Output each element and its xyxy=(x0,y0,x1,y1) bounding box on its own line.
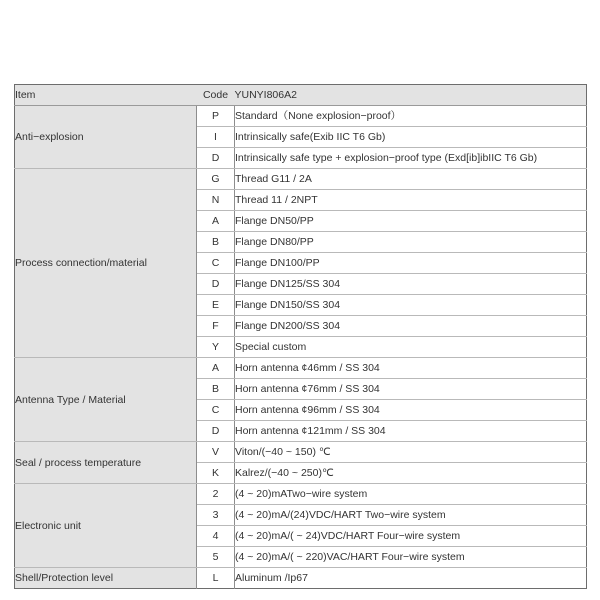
table-row xyxy=(15,568,587,589)
code-value: E xyxy=(197,295,235,316)
description-value: Horn antenna ¢76mm / SS 304 xyxy=(235,379,587,400)
table-header-row xyxy=(15,85,587,106)
description-value: Flange DN50/PP xyxy=(235,211,587,232)
code-value: V xyxy=(197,442,235,463)
product-code-table xyxy=(14,84,587,589)
group-label-anti-explosion: Anti−explosion xyxy=(15,106,197,169)
group-label-antenna-type-material: Antenna Type / Material xyxy=(15,358,197,442)
description-value: Flange DN150/SS 304 xyxy=(235,295,587,316)
group-label-seal-process-temperature: Seal / process temperature xyxy=(15,442,197,484)
code-value: P xyxy=(197,106,235,127)
table-row xyxy=(15,358,587,379)
code-value: C xyxy=(197,253,235,274)
code-value: K xyxy=(197,463,235,484)
code-value: Y xyxy=(197,337,235,358)
description-value: (4 ~ 20)mA/(24)VDC/HART Two−wire system xyxy=(235,505,587,526)
code-value: B xyxy=(197,232,235,253)
column-header-item: Item xyxy=(15,85,197,106)
description-value: Standard（None explosion−proof） xyxy=(235,106,587,127)
code-value: D xyxy=(197,274,235,295)
description-value: Thread G11 / 2A xyxy=(235,169,587,190)
code-value: B xyxy=(197,379,235,400)
code-value: 5 xyxy=(197,547,235,568)
description-value: Intrinsically safe(Exib IIC T6 Gb) xyxy=(235,127,587,148)
group-label-process-connection-material: Process connection/material xyxy=(15,169,197,358)
code-value: 4 xyxy=(197,526,235,547)
code-value: 2 xyxy=(197,484,235,505)
group-label-electronic-unit: Electronic unit xyxy=(15,484,197,568)
code-value: F xyxy=(197,316,235,337)
description-value: (4 ~ 20)mA/( ~ 220)VAC/HART Four−wire system xyxy=(235,547,587,568)
table-row xyxy=(15,169,587,190)
code-value: L xyxy=(197,568,235,589)
description-value: Aluminum /Ip67 xyxy=(235,568,587,589)
table-row xyxy=(15,484,587,505)
description-value: Horn antenna ¢46mm / SS 304 xyxy=(235,358,587,379)
description-value: Horn antenna ¢121mm / SS 304 xyxy=(235,421,587,442)
description-value: (4 ~ 20)mATwo−wire system xyxy=(235,484,587,505)
description-value: Intrinsically safe type + explosion−proof type (Exd[ib]ibIIC T6 Gb) xyxy=(235,148,587,169)
code-value: I xyxy=(197,127,235,148)
group-label-shell-protection-level: Shell/Protection level xyxy=(15,568,197,589)
code-value: C xyxy=(197,400,235,421)
table-row xyxy=(15,442,587,463)
description-value: Viton/(−40 ~ 150) ℃ xyxy=(235,442,587,463)
code-value: G xyxy=(197,169,235,190)
description-value: Flange DN100/PP xyxy=(235,253,587,274)
description-value: Flange DN80/PP xyxy=(235,232,587,253)
description-value: Horn antenna ¢96mm / SS 304 xyxy=(235,400,587,421)
code-value: A xyxy=(197,358,235,379)
code-value: 3 xyxy=(197,505,235,526)
table-body xyxy=(15,85,587,589)
code-value: A xyxy=(197,211,235,232)
description-value: Special custom xyxy=(235,337,587,358)
column-header-model: YUNYI806A2 xyxy=(235,85,587,106)
description-value: Flange DN125/SS 304 xyxy=(235,274,587,295)
code-value: D xyxy=(197,421,235,442)
code-value: D xyxy=(197,148,235,169)
description-value: (4 ~ 20)mA/( ~ 24)VDC/HART Four−wire system xyxy=(235,526,587,547)
description-value: Thread 11 / 2NPT xyxy=(235,190,587,211)
description-value: Flange DN200/SS 304 xyxy=(235,316,587,337)
table-row xyxy=(15,106,587,127)
column-header-code: Code xyxy=(197,85,235,106)
description-value: Kalrez/(−40 ~ 250)℃ xyxy=(235,463,587,484)
code-value: N xyxy=(197,190,235,211)
